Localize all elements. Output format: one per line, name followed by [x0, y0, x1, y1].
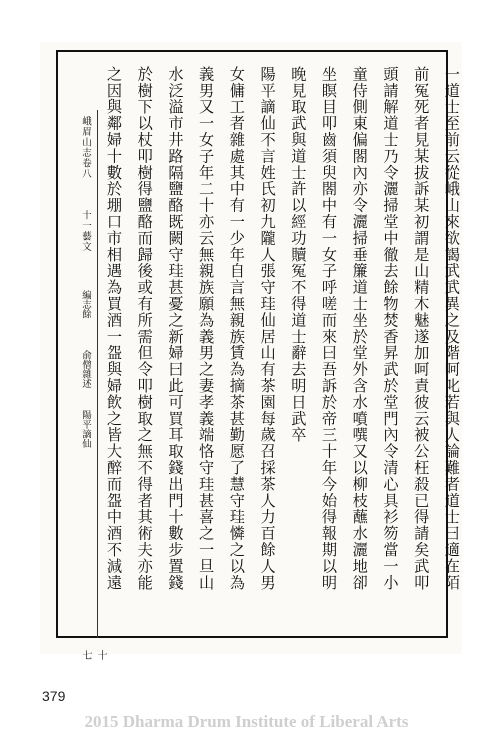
text-column: 於樹下以杖叩樹得鹽酪而歸後或有所需但令叩樹取之無不得者其術夫亦能	[135, 66, 154, 591]
topic-label: 俞僧雜述	[80, 350, 91, 388]
watermark-footer: 2015 Dharma Drum Institute of Liberal Arts	[84, 712, 409, 731]
text-column: 坐瞑目叩齒須臾閤中有一女子呼嗟而來曰吾訴於帝三十年今始得報期以明	[320, 66, 339, 591]
volume-title: 峨眉山志卷八	[80, 116, 91, 179]
text-column: 陽平謫仙不言姓氏初九隴人張守珪仙居山有茶園每歲召採茶人力百餘人男	[258, 66, 277, 591]
subsection-label: 編志餘	[80, 290, 91, 319]
text-column: 女傭工者雜處其中有一少年自言無親族賃為摘茶甚勤愿了慧守珪憐之以為	[227, 66, 246, 591]
text-column: 前冤死者見某拔訴某初謂是山精木魅遂加呵責彼云被公枉殺已得請矣武叩	[412, 66, 431, 591]
text-column: 晚見取武與道士許以經功贖冤不得道士辭去明日武卒	[289, 66, 308, 444]
folio-number: 十七	[80, 650, 106, 660]
text-column: 頭請解道士乃令灑掃堂中徹去餘物焚香昇武於堂門內令清心具衫笏當一小	[381, 66, 400, 591]
text-column: 義男又一女子年二十亦云無親族願為義男之妻孝義端恪守珪甚喜之一旦山	[197, 66, 216, 591]
margin-column	[76, 110, 106, 660]
text-body	[102, 66, 462, 634]
section-label: 十一藝文	[80, 210, 91, 252]
text-column: 之因與鄰婦十數於堋口市相遇為買酒一盌與婦飲之皆大醉而盌中酒不減遠	[105, 66, 123, 591]
text-column: 一道士至前云從峨山來欲謁武武異之及階呵叱若與人論難者道士曰適在陌	[442, 66, 461, 591]
topic-label-2: 陽平謫仙	[80, 410, 91, 448]
book-page	[40, 42, 462, 660]
page-number: 379	[42, 688, 66, 704]
text-column: 童侍側東偏閤內亦令灑掃垂簾道士坐於堂外含水噴噀又以柳枝蘸水灑地卻	[350, 66, 369, 591]
text-column: 水泛溢市井路隔鹽酪既闕守珪甚憂之新婦曰此可買耳取錢出門十數步置錢	[166, 66, 185, 591]
page-border	[56, 50, 461, 660]
